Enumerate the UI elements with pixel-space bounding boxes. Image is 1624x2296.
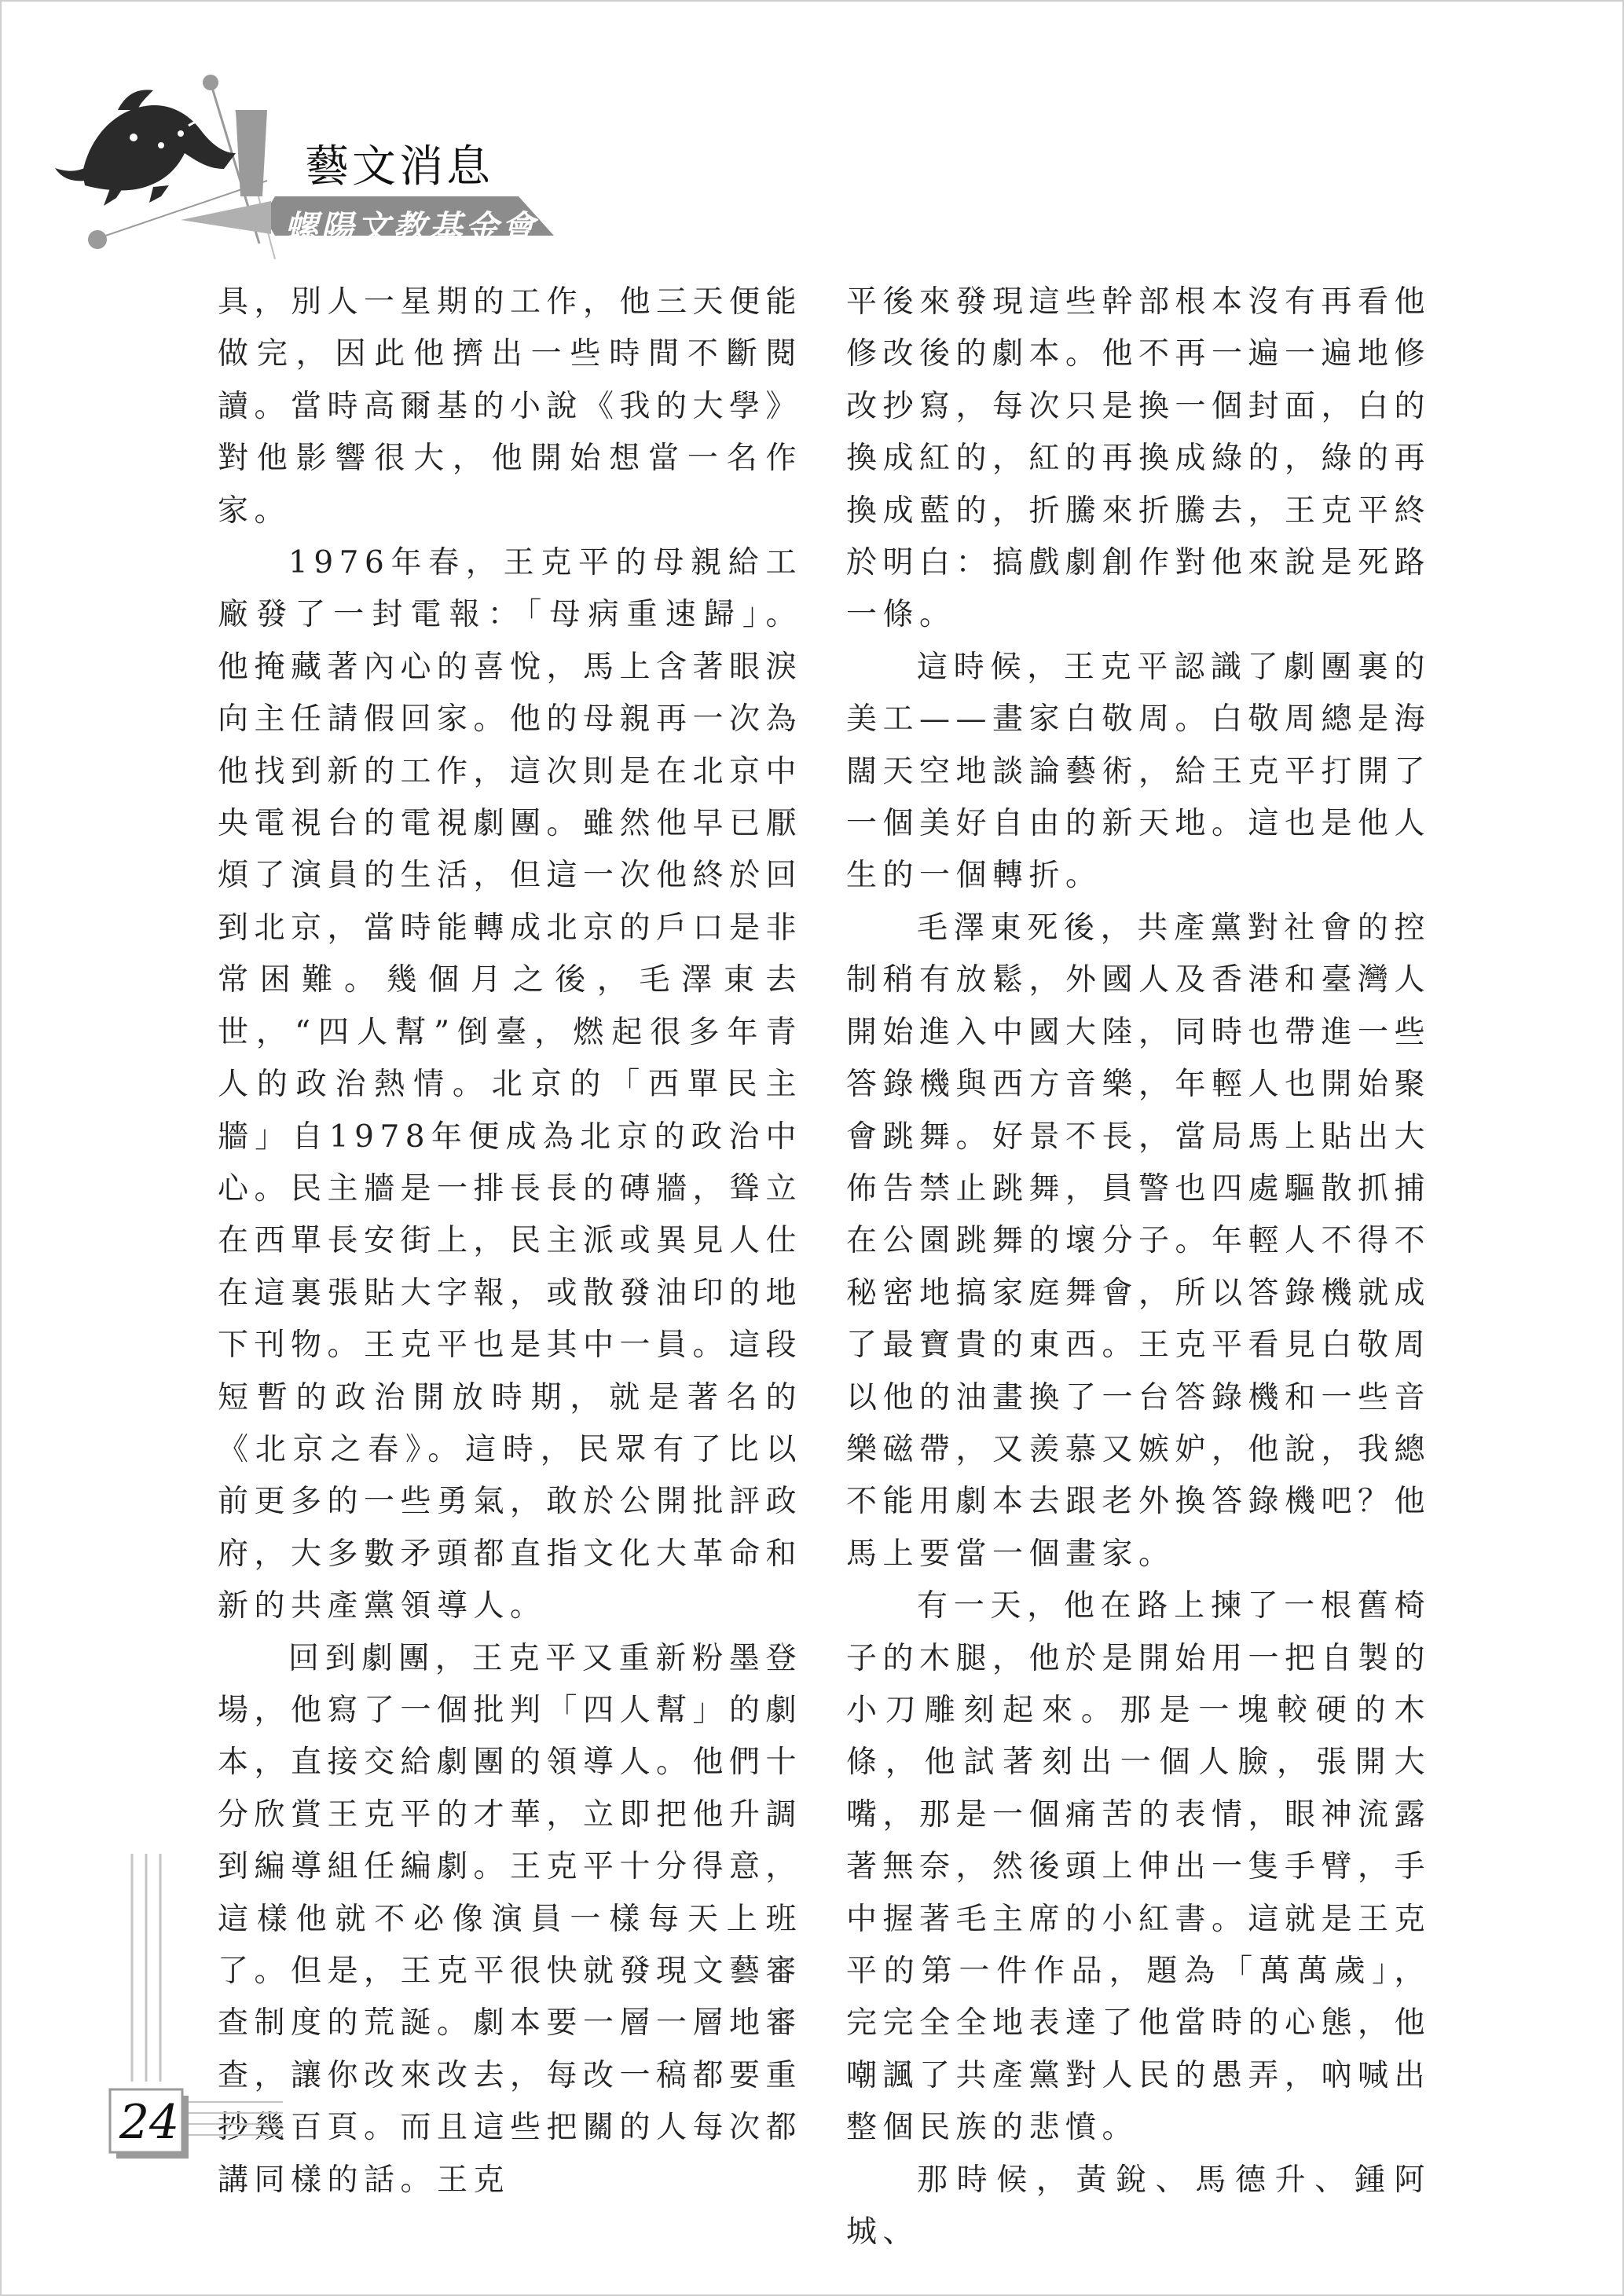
paragraph: 有一天，他在路上揀了一根舊椅子的木腿，他於是開始用一把自製的小刀雕刻起來。那是一塊較硬的木條，他試著刻出一個人臉，張開大嘴，那是一個痛苦的表情，眼神流露著無奈，然後頭上伸出一隻手臂，手中握著毛主席的小紅書。這就是王克平的第一件作品，題為「萬萬歲」，完完全全地表達了他當時的心態，他嘲諷了共產黨對人民的愚弄，吶喊出整個民族的悲憤。 xyxy=(846,1588,1432,2146)
paragraph: 平後來發現這些幹部根本沒有再看他修改後的劇本。他不再一遍一遍地修改抄寫，每次只是換一個封面，白的換成紅的，紅的再換成綠的，綠的再換成藍的，折騰來折騰去，王克平終於明白：搞戲劇創作對他來說是死路一條。 xyxy=(846,284,1432,633)
paragraph: 毛澤東死後，共產黨對社會的控制稍有放鬆，外國人及香港和臺灣人開始進入中國大陸，同時也帶進一些答錄機與西方音樂，年輕人也開始聚會跳舞。好景不長，當局馬上貼出大佈告禁止跳舞，員警也四處驅散抓捕在公園跳舞的壞分子。年輕人不得不秘密地搞家庭舞會，所以答錄機就成了最寶貴的東西。王克平看見白敬周以他的油畫換了一台答錄機和一些音樂磁帶，又羨慕又嫉妒，他說，我總不能用劇本去跟老外換答錄機吧？他馬上要當一個畫家。 xyxy=(846,910,1432,1572)
paragraph: 這時候，王克平認識了劇團裏的美工——畫家白敬周。白敬周總是海闊天空地談論藝術，給王克平打開了一個美好自由的新天地。這也是他人生的一個轉折。 xyxy=(846,649,1432,894)
paragraph: 1976年春，王克平的母親給工廠發了一封電報：「母病重速歸」。他掩藏著內心的喜悅，馬上含著眼淚向主任請假回家。他的母親再一次為他找到新的工作，這次則是在北京中央電視台的電視劇團。雖然他早已厭煩了演員的生活，但這一次他終於回到北京，當時能轉成北京的戶口是非常困難。幾個月之後，毛澤東去世，“四人幫”倒臺，燃起很多年青人的政治熱情。北京的「西單民主牆」自1978年便成為北京的政治中心。民主牆是一排長長的磚牆，聳立在西單長安街上，民主派或異見人仕在這裏張貼大字報，或散發油印的地下刊物。王克平也是其中一員。這段短暫的政治開放時期，就是著名的《北京之春》。這時，民眾有了比以前更多的一些勇氣，敢於公開批評政府，大多數矛頭都直指文化大革命和新的共產黨領導人。 xyxy=(218,545,803,1624)
section-title: 藝文消息 xyxy=(305,141,493,192)
paragraph: 具，別人一星期的工作，他三天便能做完，因此他擠出一些時間不斷閱讀。當時高爾基的小說《我的大學》對他影響很大，他開始想當一名作家。 xyxy=(218,284,803,529)
page-number: 24 xyxy=(119,2095,180,2150)
paragraph: 那時候，黃銳、馬德升、鍾阿城、 xyxy=(846,2162,1431,2250)
footer-decoration xyxy=(0,0,314,2296)
text-column-right xyxy=(846,276,1431,2258)
society-name: 螺陽文教基金會 xyxy=(284,208,538,247)
paragraph: 回到劇團，王克平又重新粉墨登場，他寫了一個批判「四人幫」的劇本，直接交給劇團的領導人。他們十分欣賞王克平的才華，立即把他升調到編導組任編劇。王克平十分得意，這樣他就不必像演員一樣每天上班了。但是，王克平很快就發現文藝審查制度的荒誕。劇本要一層一層地審查，讓你改來改去，每改一稿都要重抄幾百頁。而且這些把關的人每次都講同樣的話。王克 xyxy=(218,1640,803,2198)
